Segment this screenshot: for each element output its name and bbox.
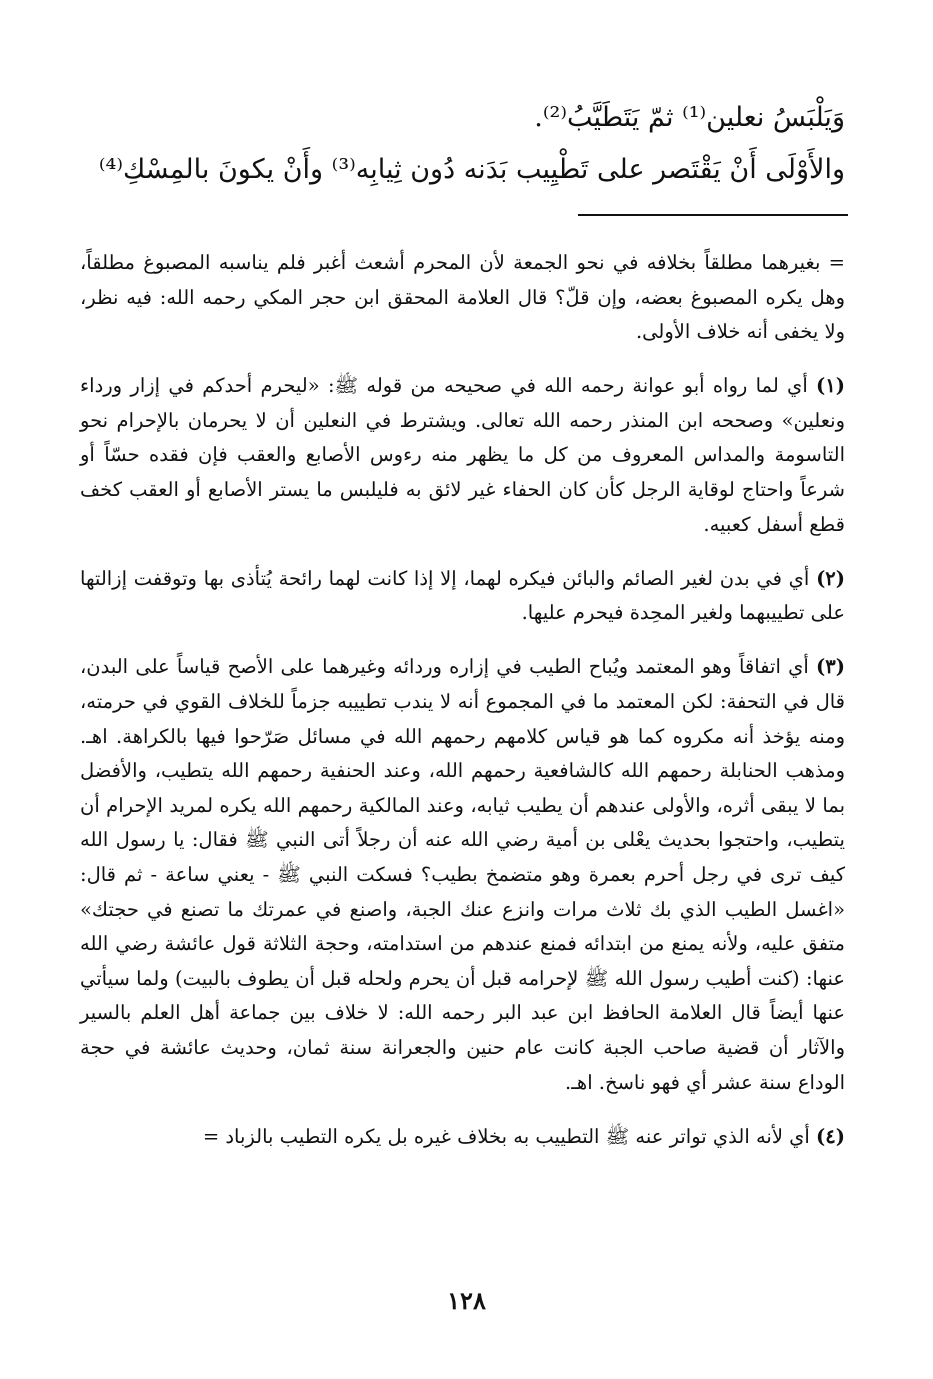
footnote-separator	[578, 214, 848, 216]
footnote-3	[80, 650, 845, 1100]
page-number: ١٢٨	[447, 1286, 486, 1315]
footnote-2-text: أي في بدن لغير الصائم والبائن فيكره لهما، إلا إذا كانت لهما رائحة يُتأذى بها وتوقفت إزالتها على تطييبهما ولغير المحِدة فيحرم عليها.	[80, 566, 845, 625]
main-text-line-1: وَيَلْبَسُ نعلين⁽¹⁾ ثمّ يَتَطَيَّبُ⁽²⁾.	[534, 102, 845, 133]
footnote-3-number: (٣)	[816, 655, 845, 679]
footnote-2	[80, 562, 845, 631]
main-text-line-2: والأَوْلَى أَنْ يَقْتَصر على تَطْيِيب بَدَنه دُون ثِيابِه⁽³⁾ وأَنْ يكونَ بالمِسْكِ⁽⁴⁾	[98, 154, 845, 185]
footnote-4	[80, 1120, 845, 1155]
footnote-2-number: (٢)	[816, 566, 846, 590]
footnote-1	[80, 369, 845, 542]
footnote-3-text: أي اتفاقاً وهو المعتمد ويُباح الطيب في إزاره وردائه وغيرهما على الأصح قياساً على البدن، قال في التحفة: لكن المعتمد ما في المجموع أنه لا يندب تطييبه جزماً للخلاف القوي في حرمته، ومنه يؤخذ أنه مكروه كما هو قياس كلامهم رحمهم الله في مسائل صَرّحوا فيها بالكراهة. اهـ. ومذهب الحنابلة رحمهم الله كالشافعية رحمهم الله، وعند الحنفية رحمهم الله يتطيب، والأفضل بما لا يبقى أثره، والأولى عندهم أن يطيب ثيابه، وعند المالكية رحمهم الله يكره لمريد الإحرام أن يتطيب، واحتجوا بحديث يعْلى بن أمية رضي الله عنه أن رجلاً أتى النبي ﷺ فقال: يا رسول الله كيف ترى في رجل أحرم بعمرة وهو متضمخ بطيب؟ فسكت النبي ﷺ - يعني ساعة - ثم قال: «اغسل الطيب الذي بك ثلاث مرات وانزع عنك الجبة، واصنع في عمرتك ما تصنع في حجتك» متفق عليه، ولأنه يمنع من ابتدائه فمنع عندهم من استدامته، وحجة الثلاثة قول عائشة رضي الله عنها: (كنت أطيب رسول الله ﷺ لإحرامه قبل أن يحرم ولحله قبل أن يطوف بالبيت) ولما سيأتي عنها أيضاً قال العلامة الحافظ ابن عبد البر رحمه الله: لا خلاف بين جماعة أهل العلم بالسير والآثار أن قضية صاحب الجبة كانت عام حنين والجعرانة سنة ثمان، وحديث عائشة في حجة الوداع سنة عشر أي فهو ناسخ. اهـ.	[80, 655, 845, 1094]
footnote-1-text: أي لما رواه أبو عوانة رحمه الله في صحيحه من قوله ﷺ: «ليحرم أحدكم في إزار ورداء ونعلين» وصححه ابن المنذر رحمه الله تعالى. ويشترط في النعلين أن لا يحرمان بالإحرام نحو التاسومة والمداس المعروف من كل ما يظهر منه رءوس الأصابع والعقب فإن فقده حسّاً أو شرعاً واحتاج لوقاية الرجل كأن كان الحفاء غير لائق به فليلبس ما يستر الأصابع أو العقب كخف قطع أسفل كعبيه.	[80, 374, 845, 536]
footnote-4-number: (٤)	[816, 1124, 845, 1148]
footnote-1-number: (١)	[816, 374, 845, 398]
footnotes	[80, 246, 845, 1156]
footnote-4-text: أي لأنه الذي تواتر عنه ﷺ التطييب به بخلاف غيره بل يكره التطيب بالزباد =	[202, 1124, 810, 1148]
main-text	[85, 92, 845, 196]
footnote-continuation: = بغيرهما مطلقاً بخلافه في نحو الجمعة لأن المحرم أشعث أغبر فلم يناسبه المصبوغ مطلقاً، وهل يكره المصبوغ بعضه، وإن قلّ؟ قال العلامة المحقق ابن حجر المكي رحمه الله: فيه نظر، ولا يخفى أنه خلاف الأولى.	[80, 251, 845, 344]
